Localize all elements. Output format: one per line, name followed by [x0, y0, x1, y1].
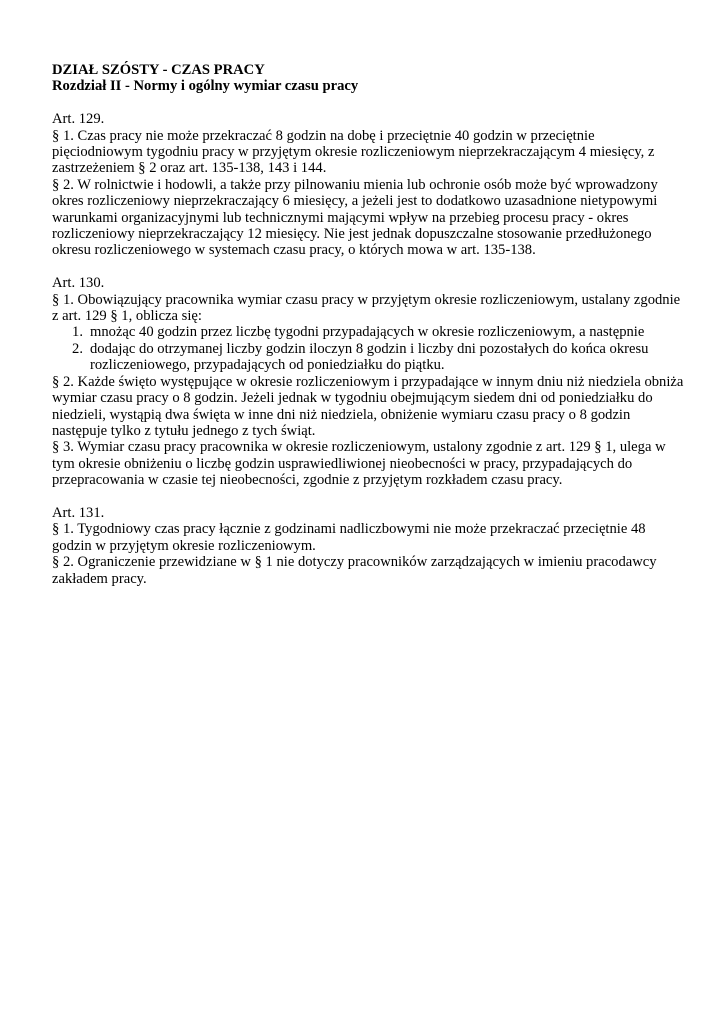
section-title: Rozdział II - Normy i ogólny wymiar czasu pracy	[52, 78, 359, 95]
article-paragraph: § 2. Ograniczenie przewidziane w § 1 nie dotyczy pracowników zarządzających w imieniu pracodawcy zakładem pracy.	[52, 554, 657, 587]
article-paragraph: § 2. W rolnictwie i hodowli, a także przy pilnowaniu mienia lub ochronie osób może być wprowadzony okres rozliczeniowy nieprzekraczający 6 miesięcy, a jeżeli jest to dodatkowo uzasadnione nietypowymi warunkami organizacyjnymi lub technicznymi mającymi wpływ na przebieg procesu pracy - okres rozliczeniowy nieprzekraczający 12 miesięcy. Nie jest jednak dopuszczalne stosowanie przedłużonego okresu rozliczeniowego w systemach czasu pracy, o których mowa w art. 135-138.	[52, 176, 658, 259]
list-item-text: mnożąc 40 godzin przez liczbę tygodni przypadających w okresie rozliczeniowym, a następnie	[90, 324, 645, 341]
article-130	[52, 275, 686, 488]
chapter-title: DZIAŁ SZÓSTY - CZAS PRACY	[52, 62, 265, 78]
article-paragraph: § 1. Czas pracy nie może przekraczać 8 godzin na dobę i przeciętnie 40 godzin w przeciętnie pięciodniowym tygodniu pracy w przyjętym okresie rozliczeniowym nieprzekraczającym 4 miesięcy, z zastrzeżeniem § 2 oraz art. 135-138, 143 i 144.	[52, 127, 655, 177]
article-number: Art. 131.	[52, 504, 105, 521]
article-number: Art. 130.	[52, 275, 105, 292]
article-number: Art. 129.	[52, 111, 105, 128]
list-item-text: dodając do otrzymanej liczby godzin iloczyn 8 godzin i liczby dni pozostałych do końca okresu rozliczeniowego, przypadających od poniedziałku do piątku.	[90, 340, 649, 374]
list-item-number: 1.	[72, 324, 83, 341]
article-paragraph: § 1. Tygodniowy czas pracy łącznie z godzinami nadliczbowymi nie może przekraczać przeciętnie 48 godzin w przyjętym okresie rozliczeniowym.	[52, 521, 646, 554]
document-page	[52, 62, 686, 587]
article-131	[52, 505, 686, 587]
list-item	[52, 324, 686, 340]
article-paragraph: § 2. Każde święto występujące w okresie rozliczeniowym i przypadające w innym dniu niż niedziela obniża wymiar czasu pracy o 8 godzin. Jeżeli jednak w tygodniu obejmującym siedem dni od poniedziałku do niedzieli, wystąpią dwa święta w inne dni niż niedziela, obniżenie wymiaru czasu pracy o 8 godzin następuje tylko z tytułu jednego z tych świąt.	[52, 373, 684, 439]
list-item-number: 2.	[72, 340, 83, 357]
article-paragraph: § 3. Wymiar czasu pracy pracownika w okresie rozliczeniowym, ustalony zgodnie z art. 129 § 1, ulega w tym okresie obniżeniu o liczbę godzin usprawiedliwionej nieobecności w pracy, przypadających do przepracowania w czasie tej nieobecności, zgodnie z przyjętym rozkładem czasu pracy.	[52, 439, 666, 489]
article-paragraph: § 1. Obowiązujący pracownika wymiar czasu pracy w przyjętym okresie rozliczeniowym, ustalany zgodnie z art. 129 § 1, oblicza się:	[52, 291, 681, 325]
numbered-list	[52, 324, 686, 373]
article-129	[52, 111, 686, 259]
list-item	[52, 341, 686, 374]
